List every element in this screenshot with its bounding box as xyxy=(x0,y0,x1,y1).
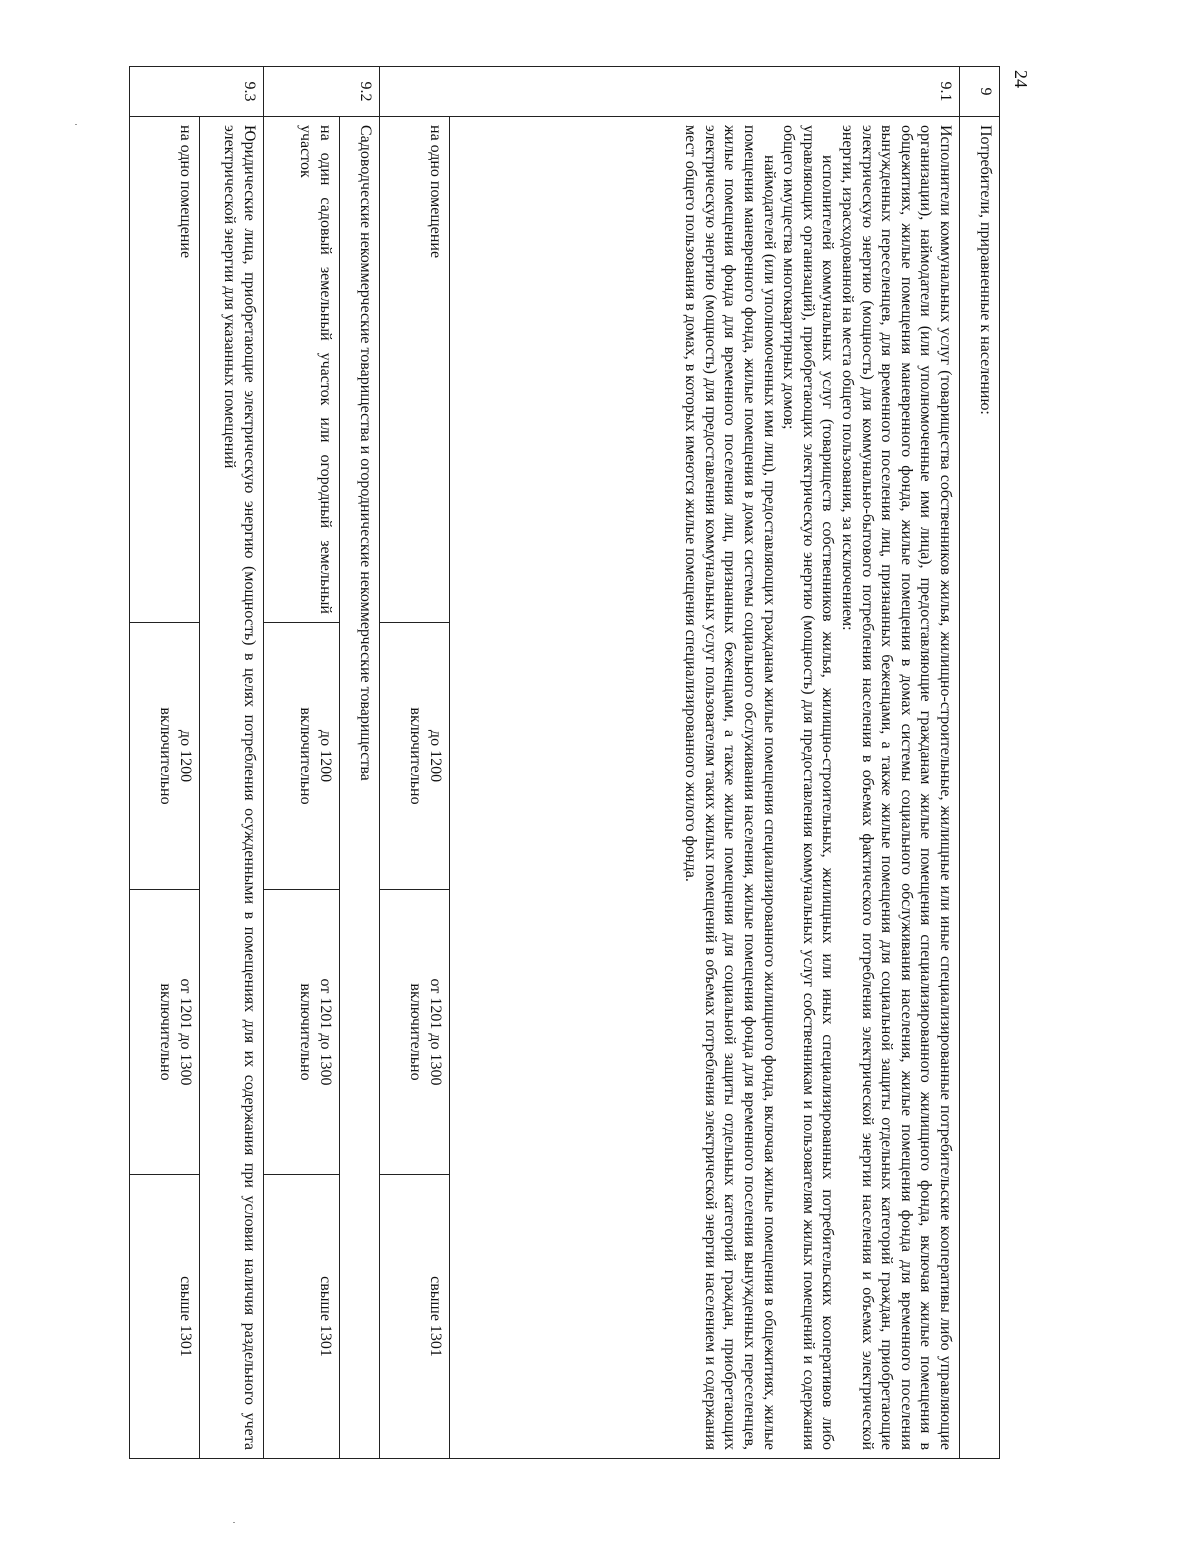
item-row-9-1 xyxy=(450,67,960,1459)
item-title-9-2: Садоводческие некоммерческие товарищества и огороднические некоммерческие товарищества xyxy=(340,117,380,1459)
range-mid-9-2: от 1201 до 1300 включительно xyxy=(264,890,340,1175)
paragraph-exception-utilities: исполнителей коммунальных услуг (товариществ собственников жилья, жилищно-строительных, жилищных или иных специализированных потребительских кооперативов либо управляющих организаций), приобретающих электрическую энергию (мощность) для предоставления коммунальных услуг собственникам и пользователям жилых помещений и содержания общего имущества многоквартирных домов; xyxy=(780,125,837,1451)
item-row-9-3 xyxy=(200,67,264,1459)
item-number-9-1: 9.1 xyxy=(380,67,960,117)
rotated-page xyxy=(130,66,1000,1458)
item-number-9-2: 9.2 xyxy=(264,67,380,117)
item-number-9-3: 9.3 xyxy=(130,67,264,117)
unit-label-9-3: на одно помещение xyxy=(130,117,200,623)
range-high-9-2: свыше 1301 xyxy=(264,1175,340,1459)
value-row-9-2 xyxy=(264,67,340,1459)
scan-speck xyxy=(75,124,77,125)
section-row xyxy=(960,67,1000,1459)
item-description-9-1 xyxy=(450,117,960,1459)
range-mid-9-1: от 1201 до 1300 включительно xyxy=(380,890,450,1175)
unit-label-9-2: на один садовый земельный участок или огородный земельный участок xyxy=(264,117,340,623)
paragraph-exception-landlords: наймодателей (или уполномоченных ими лиц), предоставляющих гражданам жилые помещения специализированного жилищного фонда, включая жилые помещения в общежитиях, жилые помещения маневренного фонда, жилые помещения в домах системы социального обслуживания населения, жилые помещения фонда для временного поселения вынужденных переселенцев, жилые помещения фонда для временного поселения лиц, признанных беженцами, а также жилые помещения для социальной защиты отдельных категорий граждан, приобретающих электрическую энергию (мощность) для предоставления коммунальных услуг пользователям таких жилых помещений в объемах потребления электрической энергии населением и содержания мест общего пользования в домах, в которых имеются жилые помещения специализированного жилого фонда. xyxy=(682,125,778,1451)
unit-label-9-1: на одно помещение xyxy=(380,117,450,623)
range-low-9-3: до 1200 включительно xyxy=(130,623,200,890)
range-mid-9-3: от 1201 до 1300 включительно xyxy=(130,890,200,1175)
page-number: 24 xyxy=(1011,70,1031,88)
range-high-9-1: свыше 1301 xyxy=(380,1175,450,1459)
section-title: Потребители, приравненные к населению: xyxy=(960,117,1000,1459)
range-low-9-1: до 1200 включительно xyxy=(380,623,450,890)
range-high-9-3: свыше 1301 xyxy=(130,1175,200,1459)
range-low-9-2: до 1200 включительно xyxy=(264,623,340,890)
item-title-9-3: Юридические лица, приобретающие электрическую энергию (мощность) в целях потребления осужденными в помещениях для их содержания при условии наличия раздельного учета электрической энергии для указанных помещений xyxy=(200,117,264,1459)
value-row-9-3 xyxy=(130,67,200,1459)
tariff-table xyxy=(129,66,1000,1459)
scan-speck xyxy=(233,1522,235,1523)
section-number: 9 xyxy=(960,67,1000,117)
item-row-9-2 xyxy=(340,67,380,1459)
value-row-9-1 xyxy=(380,67,450,1459)
paragraph-consumers: Исполнители коммунальных услуг (товарищества собственников жилья, жилищно-строительные, жилищные или иные специализированные потребительские кооперативы либо управляющие организации), наймодатели (или уполномоченные ими лица), предоставляющие гражданам жилые помещения специализированного жилищного фонда, включая жилые помещения в общежитиях, жилые помещения маневренного фонда, жилые помещения в домах системы социального обслуживания населения, жилые помещения фонда для временного поселения вынужденных переселенцев, для временного поселения лиц, признанных беженцами, а также жилые помещения для социальной защиты отдельных категорий граждан, приобретающие электрическую энергию (мощность) для коммунально-бытового потребления населения в объемах фактического потребления электрической энергии населения и объемах электрической энергии, израсходованной на места общего пользования, за исключением: xyxy=(839,125,954,1451)
